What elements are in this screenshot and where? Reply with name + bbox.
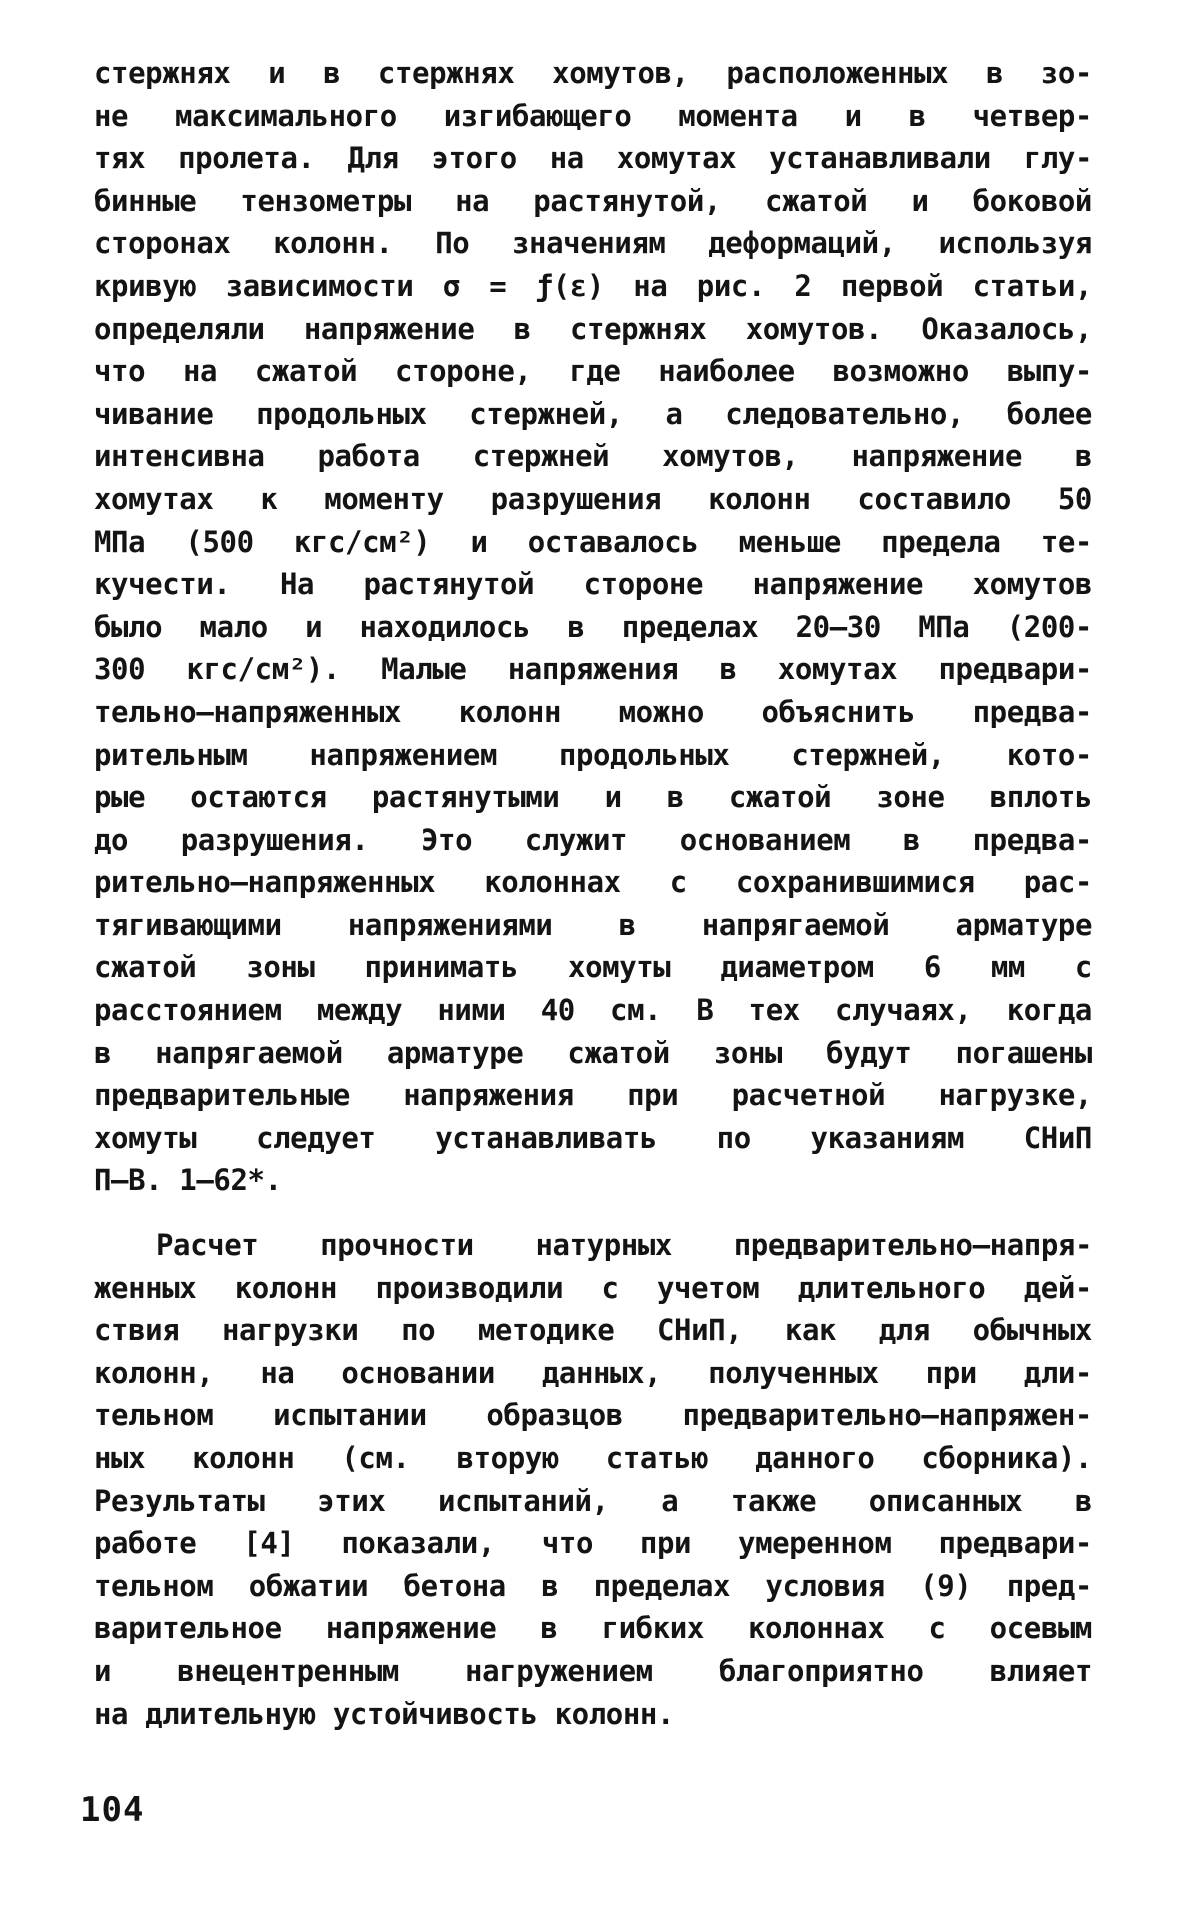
text-line: рительно–напряженных колоннах с сохранившимися рас- <box>94 865 1092 900</box>
text-line: сжатой зоны принимать хомуты диаметром 6 мм с <box>94 950 1092 985</box>
text-line: тельно–напряженных колонн можно объяснить предва- <box>94 694 1092 729</box>
text-line: чивание продольных стержней, а следовательно, более <box>94 396 1092 431</box>
paragraph-2 <box>94 1224 1092 1735</box>
text-line: хомуты следует устанавливать по указаниям СНиП <box>94 1120 1092 1155</box>
text-line: что на сжатой стороне, где наиболее возможно выпу- <box>94 354 1092 389</box>
text-line: сторонах колонн. По значениям деформаций, используя <box>94 226 1092 261</box>
paragraph-1 <box>94 52 1092 1202</box>
text-line: рительным напряжением продольных стержней, кото- <box>94 737 1092 772</box>
text-line: ствия нагрузки по методике СНиП, как для обычных <box>94 1313 1092 1348</box>
text-line: варительное напряжение в гибких колоннах с осевым <box>94 1611 1092 1646</box>
text-line: интенсивна работа стержней хомутов, напряжение в <box>94 439 1092 474</box>
text-line: хомутах к моменту разрушения колонн составило 50 <box>94 481 1092 516</box>
text-line: расстоянием между ними 40 см. В тех случаях, когда <box>94 993 1092 1028</box>
text-line: МПа (500 кгс/см²) и оставалось меньше предела те- <box>94 524 1092 559</box>
text-line: до разрушения. Это служит основанием в предва- <box>94 822 1092 857</box>
text-line: тельном испытании образцов предварительно–напряжен- <box>94 1398 1092 1433</box>
text-line: тельном обжатии бетона в пределах условия (9) пред- <box>94 1568 1092 1603</box>
text-line: тях пролета. Для этого на хомутах устанавливали глу- <box>94 141 1092 176</box>
text-line: работе [4] показали, что при умеренном предвари- <box>94 1526 1092 1561</box>
text-line: П–В. 1–62*. <box>94 1163 282 1198</box>
text-line: тягивающими напряжениями в напрягаемой арматуре <box>94 907 1092 942</box>
page-number: 104 <box>80 1790 145 1830</box>
text-line: колонн, на основании данных, полученных при дли- <box>94 1355 1092 1390</box>
text-line: ных колонн (см. вторую статью данного сборника). <box>94 1440 1092 1475</box>
text-line: Расчет прочности натурных предварительно–напря- <box>156 1228 1092 1262</box>
text-line: было мало и находилось в пределах 20–30 МПа (200- <box>94 609 1092 644</box>
text-line: предварительные напряжения при расчетной нагрузке, <box>94 1078 1092 1113</box>
text-line: рые остаются растянутыми и в сжатой зоне вплоть <box>94 780 1092 815</box>
text-line: и внецентренным нагружением благоприятно влияет <box>94 1653 1092 1688</box>
text-line: на длительную устойчивость колонн. <box>94 1696 675 1731</box>
text-line: бинные тензометры на растянутой, сжатой и боковой <box>94 183 1092 218</box>
text-line: Результаты этих испытаний, а также описанных в <box>94 1483 1092 1518</box>
text-line: 300 кгс/см²). Малые напряжения в хомутах предвари- <box>94 652 1092 687</box>
text-line: не максимального изгибающего момента и в четвер- <box>94 98 1092 133</box>
text-line: кучести. На растянутой стороне напряжение хомутов <box>94 567 1092 602</box>
text-line: определяли напряжение в стержнях хомутов. Оказалось, <box>94 311 1092 346</box>
text-line: стержнях и в стержнях хомутов, расположенных в зо- <box>94 56 1092 90</box>
text-line: женных колонн производили с учетом длительного дей- <box>94 1270 1092 1305</box>
text-line: кривую зависимости σ = ƒ(ε) на рис. 2 первой статьи, <box>94 268 1092 303</box>
text-line: в напрягаемой арматуре сжатой зоны будут погашены <box>94 1035 1092 1070</box>
